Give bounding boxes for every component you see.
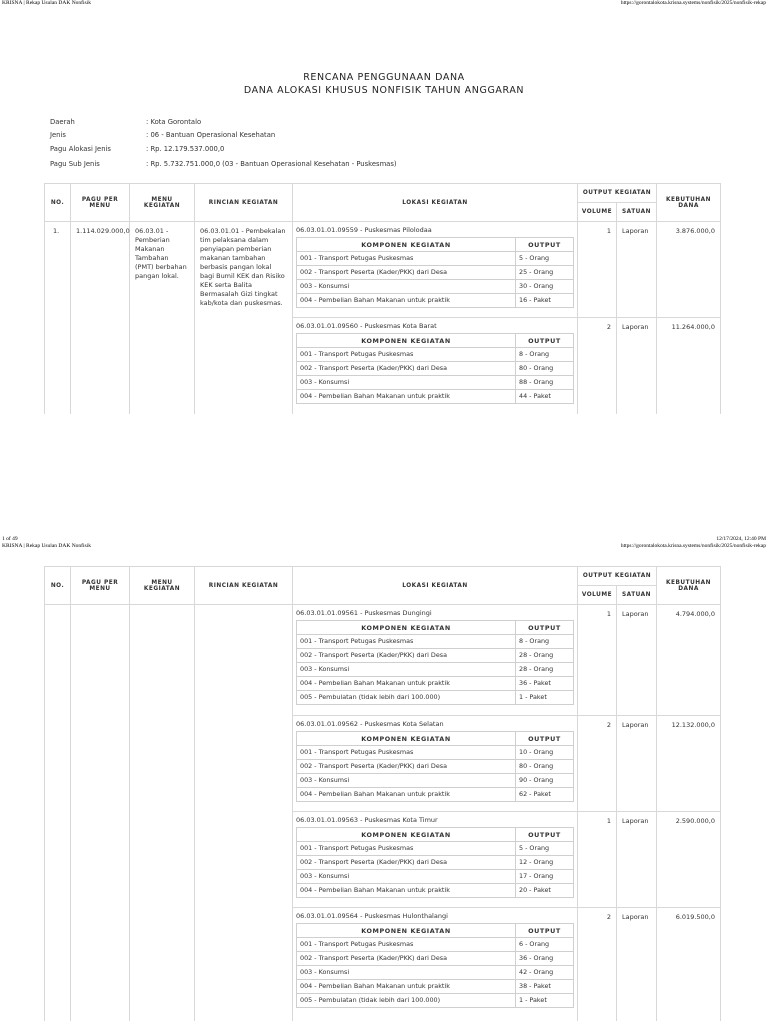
komponen-output: 1 - Paket (516, 691, 574, 705)
komponen-name: 004 - Pembelian Bahan Makanan untuk praktik (297, 677, 516, 691)
info-value-daerah: : Kota Gorontalo (146, 118, 202, 126)
komponen-row (297, 266, 574, 280)
document-title-line-2: DANA ALOKASI KHUSUS NONFISIK TAHUN ANGGARAN (243, 85, 525, 96)
komponen-row (297, 952, 574, 966)
col-header-output: OUTPUT KEGIATAN (578, 567, 657, 586)
komponen-name: 002 - Transport Peserta (Kader/PKK) dari Desa (297, 952, 516, 966)
satuan-value: Laporan (622, 913, 649, 921)
komponen-output: 25 - Orang (516, 266, 574, 280)
col-header-no: NO. (45, 184, 71, 222)
komponen-name: 003 - Konsumsi (297, 774, 516, 788)
col-header-no: NO. (45, 567, 71, 605)
komponen-name: 002 - Transport Peserta (Kader/PKK) dari Desa (297, 760, 516, 774)
col-header-output: OUTPUT KEGIATAN (578, 184, 657, 203)
lokasi-name: 06.03.01.01.09562 - Puskesmas Kota Selatan (296, 720, 444, 728)
satuan-value: Laporan (617, 222, 656, 318)
komponen-row (297, 376, 574, 390)
volume-value: 2 (578, 716, 616, 812)
komponen-row (297, 691, 574, 705)
info-label-pagu-alokasi: Pagu Alokasi Jenis (50, 145, 111, 153)
kebutuhan-value: 6.019.500,0 (675, 913, 716, 921)
komponen-output: 12 - Orang (516, 856, 574, 870)
lokasi-block (293, 605, 577, 716)
komponen-row (297, 884, 574, 898)
komponen-name: 001 - Transport Petugas Puskesmas (297, 746, 516, 760)
komponen-table (296, 731, 574, 802)
table-row (45, 222, 721, 415)
komponen-name: 001 - Transport Petugas Puskesmas (297, 348, 516, 362)
print-header-title: KRISNA | Rekap Usulan DAK Nonfisik (2, 0, 91, 6)
komponen-output: 20 - Paket (516, 884, 574, 898)
col-header-satuan: SATUAN (617, 586, 657, 605)
komponen-row (297, 870, 574, 884)
komponen-row (297, 938, 574, 952)
kebutuhan-value: 11.264.000,0 (671, 323, 716, 331)
komponen-name: 004 - Pembelian Bahan Makanan untuk praktik (297, 788, 516, 802)
komponen-table (296, 827, 574, 898)
rekap-table-page-1 (44, 183, 721, 414)
page-number: 1 of 49 (2, 536, 18, 542)
lokasi-block (293, 716, 577, 812)
komponen-output: 30 - Orang (516, 280, 574, 294)
komponen-output: 6 - Orang (516, 938, 574, 952)
komponen-row (297, 677, 574, 691)
row-no: 1. (53, 227, 60, 235)
komponen-row (297, 994, 574, 1008)
komponen-name: 005 - Pembulatan (tidak lebih dari 100.000) (297, 994, 516, 1008)
komponen-header: KOMPONEN KEGIATAN (297, 732, 516, 746)
komponen-name: 002 - Transport Peserta (Kader/PKK) dari Desa (297, 856, 516, 870)
satuan-value: Laporan (617, 812, 656, 908)
komponen-name: 002 - Transport Peserta (Kader/PKK) dari Desa (297, 649, 516, 663)
row-rincian: 06.03.01.01 - Pembekalan tim pelaksana dalam penyiapan pemberian makanan tambahan berbasis pangan lokal bagi Bumil KEK dan Risiko KEK serta Balita Bermasalah Gizi tingkat kab/kota dan puskesmas. (200, 227, 286, 307)
volume-value: 2 (606, 913, 611, 921)
info-value-jenis: : 06 - Bantuan Operasional Kesehatan (146, 131, 276, 139)
print-header-url: https://gorontalokota.krisna.systems/nonfisik/2025/nonfisik-rekap (620, 0, 766, 6)
col-header-rincian: RINCIAN KEGIATAN (195, 567, 293, 605)
komponen-header: KOMPONEN KEGIATAN (297, 334, 516, 348)
info-label-jenis: Jenis (50, 131, 66, 139)
col-header-lokasi: LOKASI KEGIATAN (293, 184, 578, 222)
komponen-table (296, 923, 574, 1008)
komponen-output: 88 - Orang (516, 376, 574, 390)
col-header-satuan: SATUAN (617, 203, 657, 222)
komponen-output: 42 - Orang (516, 966, 574, 980)
print-header-title: KRISNA | Rekap Usulan DAK Nonfisik (2, 543, 91, 549)
komponen-row (297, 746, 574, 760)
satuan-value: Laporan (622, 323, 649, 331)
komponen-output: 36 - Paket (516, 677, 574, 691)
komponen-output: 5 - Orang (516, 842, 574, 856)
output-header: OUTPUT (516, 238, 574, 252)
lokasi-block (293, 908, 577, 1021)
lokasi-name: 06.03.01.01.09559 - Puskesmas Pilolodaa (296, 226, 432, 234)
komponen-name: 002 - Transport Peserta (Kader/PKK) dari Desa (297, 266, 516, 280)
col-header-lokasi: LOKASI KEGIATAN (293, 567, 578, 605)
komponen-output: 1 - Paket (516, 994, 574, 1008)
col-header-kebutuhan: KEBUTUHAN DANA (657, 567, 721, 605)
kebutuhan-value: 3.876.000,0 (657, 222, 720, 318)
komponen-row (297, 760, 574, 774)
komponen-row (297, 390, 574, 404)
col-header-menu: MENU KEGIATAN (130, 184, 195, 222)
komponen-name: 003 - Konsumsi (297, 280, 516, 294)
komponen-name: 003 - Konsumsi (297, 663, 516, 677)
komponen-output: 36 - Orang (516, 952, 574, 966)
col-header-kebutuhan: KEBUTUHAN DANA (657, 184, 721, 222)
info-value-pagu-sub: : Rp. 5.732.751.000,0 (03 - Bantuan Operasional Kesehatan - Puskesmas) (146, 160, 397, 168)
komponen-output: 8 - Orang (516, 348, 574, 362)
document-title-line-1: RENCANA PENGGUNAAN DANA (303, 72, 465, 83)
komponen-output: 80 - Orang (516, 362, 574, 376)
row-menu: 06.03.01 - Pemberian Makanan Tambahan (PMT) berbahan pangan lokal. (135, 227, 187, 280)
lokasi-name: 06.03.01.01.09564 - Puskesmas Hulonthalangi (296, 912, 448, 920)
komponen-row (297, 663, 574, 677)
volume-value: 1 (578, 222, 616, 318)
komponen-row (297, 966, 574, 980)
output-header: OUTPUT (516, 828, 574, 842)
komponen-output: 62 - Paket (516, 788, 574, 802)
komponen-name: 003 - Konsumsi (297, 966, 516, 980)
volume-value: 1 (578, 812, 616, 908)
komponen-row (297, 635, 574, 649)
komponen-output: 5 - Orang (516, 252, 574, 266)
komponen-row (297, 842, 574, 856)
lokasi-name: 06.03.01.01.09563 - Puskesmas Kota Timur (296, 816, 438, 824)
komponen-row (297, 788, 574, 802)
komponen-table (296, 620, 574, 705)
komponen-row (297, 362, 574, 376)
komponen-output: 10 - Orang (516, 746, 574, 760)
komponen-row (297, 348, 574, 362)
komponen-header: KOMPONEN KEGIATAN (297, 238, 516, 252)
komponen-output: 16 - Paket (516, 294, 574, 308)
komponen-row (297, 252, 574, 266)
col-header-pagu: PAGU PER MENU (71, 567, 130, 605)
komponen-output: 44 - Paket (516, 390, 574, 404)
komponen-header: KOMPONEN KEGIATAN (297, 621, 516, 635)
lokasi-name: 06.03.01.01.09561 - Puskesmas Dungingi (296, 609, 432, 617)
komponen-name: 003 - Konsumsi (297, 376, 516, 390)
komponen-name: 005 - Pembulatan (tidak lebih dari 100.000) (297, 691, 516, 705)
lokasi-block (293, 318, 577, 414)
komponen-output: 28 - Orang (516, 663, 574, 677)
komponen-name: 001 - Transport Petugas Puskesmas (297, 252, 516, 266)
output-header: OUTPUT (516, 621, 574, 635)
col-header-rincian: RINCIAN KEGIATAN (195, 184, 293, 222)
kebutuhan-value: 2.590.000,0 (657, 812, 720, 908)
lokasi-name: 06.03.01.01.09560 - Puskesmas Kota Barat (296, 322, 437, 330)
komponen-output: 8 - Orang (516, 635, 574, 649)
output-header: OUTPUT (516, 334, 574, 348)
komponen-header: KOMPONEN KEGIATAN (297, 924, 516, 938)
komponen-output: 38 - Paket (516, 980, 574, 994)
komponen-row (297, 980, 574, 994)
kebutuhan-value: 4.794.000,0 (657, 605, 720, 716)
info-label-daerah: Daerah (50, 118, 75, 126)
komponen-name: 004 - Pembelian Bahan Makanan untuk praktik (297, 980, 516, 994)
komponen-table (296, 237, 574, 308)
satuan-value: Laporan (617, 605, 656, 716)
volume-value: 2 (606, 323, 611, 331)
info-label-pagu-sub: Pagu Sub Jenis (50, 160, 100, 168)
komponen-output: 90 - Orang (516, 774, 574, 788)
komponen-name: 001 - Transport Petugas Puskesmas (297, 842, 516, 856)
komponen-name: 004 - Pembelian Bahan Makanan untuk praktik (297, 884, 516, 898)
komponen-name: 004 - Pembelian Bahan Makanan untuk praktik (297, 390, 516, 404)
col-header-volume: VOLUME (578, 586, 617, 605)
volume-value: 1 (578, 605, 616, 716)
komponen-name: 002 - Transport Peserta (Kader/PKK) dari Desa (297, 362, 516, 376)
komponen-row (297, 649, 574, 663)
col-header-menu: MENU KEGIATAN (130, 567, 195, 605)
print-header-url: https://gorontalokota.krisna.systems/nonfisik/2025/nonfisik-rekap (620, 543, 766, 549)
komponen-row (297, 774, 574, 788)
table-row (45, 605, 721, 1022)
print-datetime: 12/17/2024, 12:40 PM (716, 536, 766, 542)
output-header: OUTPUT (516, 732, 574, 746)
komponen-output: 17 - Orang (516, 870, 574, 884)
komponen-output: 80 - Orang (516, 760, 574, 774)
komponen-row (297, 280, 574, 294)
komponen-name: 001 - Transport Petugas Puskesmas (297, 938, 516, 952)
komponen-name: 003 - Konsumsi (297, 870, 516, 884)
satuan-value: Laporan (617, 716, 656, 812)
komponen-output: 28 - Orang (516, 649, 574, 663)
rekap-table-page-2 (44, 566, 721, 1021)
row-pagu: 1.114.029.000,0 (76, 227, 130, 235)
komponen-name: 004 - Pembelian Bahan Makanan untuk praktik (297, 294, 516, 308)
col-header-volume: VOLUME (578, 203, 617, 222)
komponen-name: 001 - Transport Petugas Puskesmas (297, 635, 516, 649)
komponen-row (297, 856, 574, 870)
info-value-pagu-alokasi: : Rp. 12.179.537.000,0 (146, 145, 225, 153)
komponen-table (296, 333, 574, 404)
lokasi-block (293, 812, 577, 908)
col-header-pagu: PAGU PER MENU (71, 184, 130, 222)
lokasi-block (293, 222, 577, 318)
kebutuhan-value: 12.132.000,0 (657, 716, 720, 812)
komponen-row (297, 294, 574, 308)
output-header: OUTPUT (516, 924, 574, 938)
komponen-header: KOMPONEN KEGIATAN (297, 828, 516, 842)
